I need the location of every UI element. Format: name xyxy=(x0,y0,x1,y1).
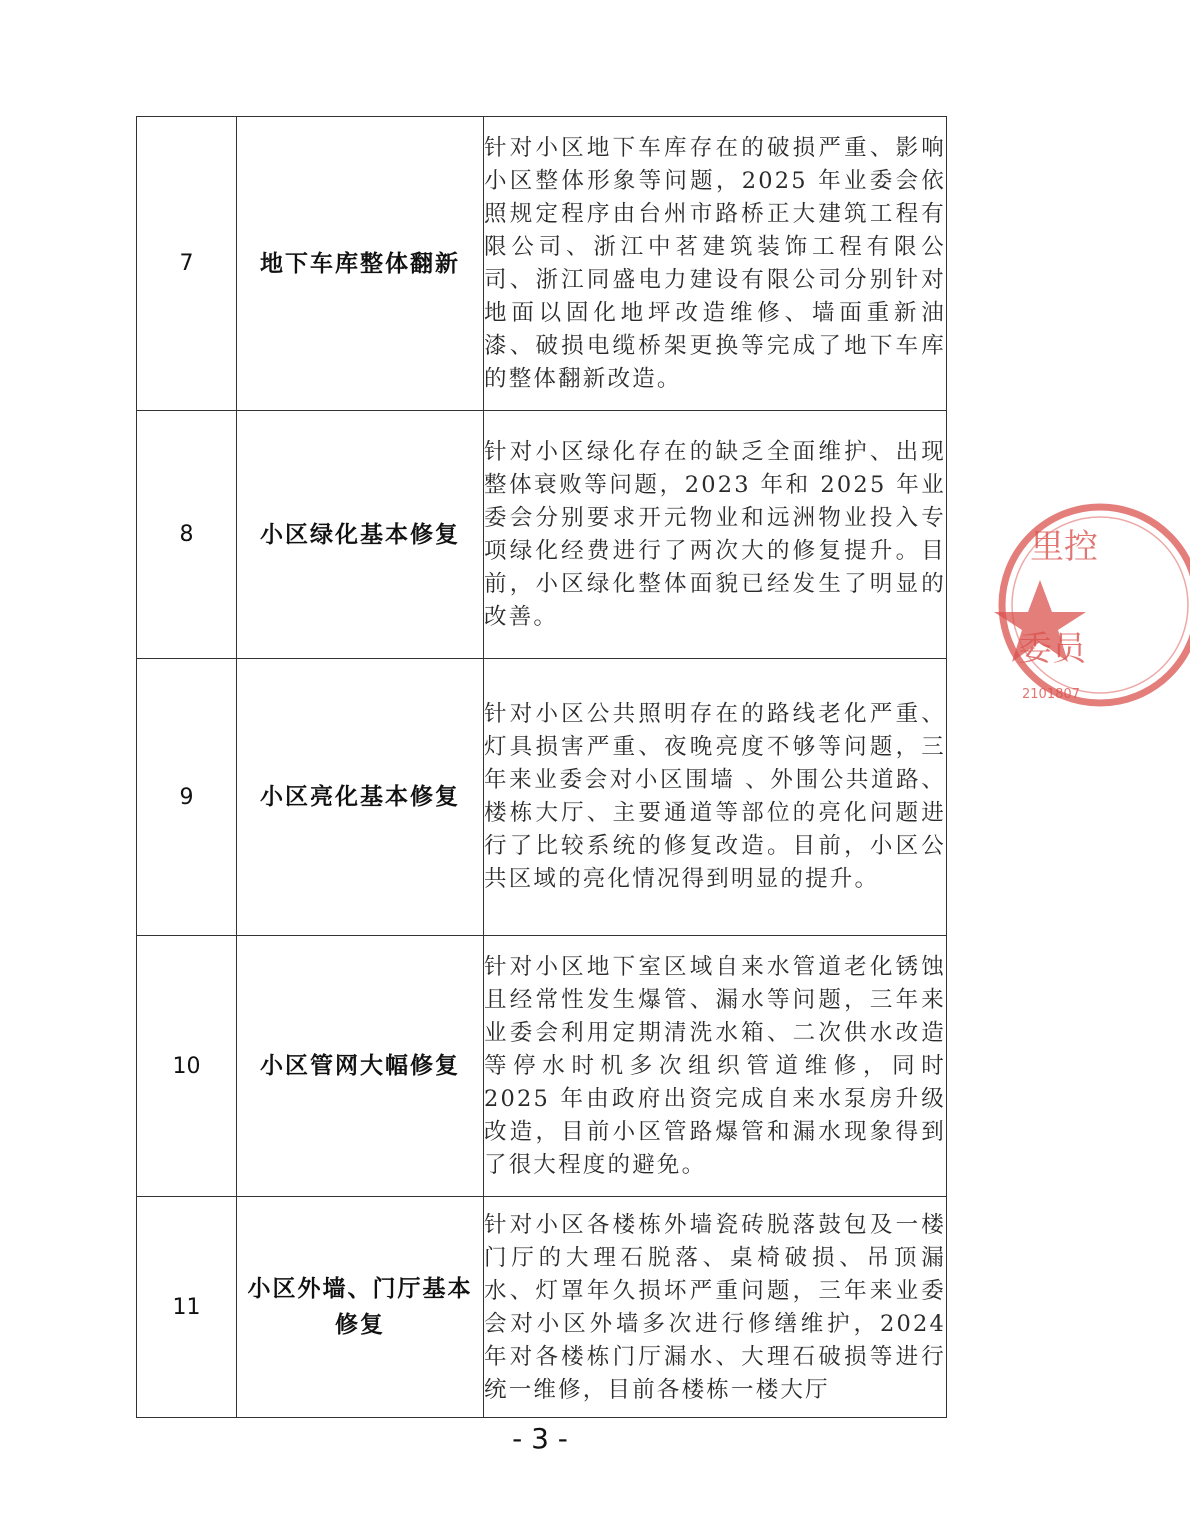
row-number: 10 xyxy=(137,936,237,1197)
work-items-table xyxy=(136,116,947,1418)
table-row xyxy=(137,411,947,659)
row-title: 小区外墙、门厅基本修复 xyxy=(237,1197,484,1418)
seal-text-top: 里控 xyxy=(1030,527,1098,567)
row-title: 小区亮化基本修复 xyxy=(237,659,484,936)
row-title: 地下车库整体翻新 xyxy=(237,117,484,411)
row-description: 针对小区绿化存在的缺乏全面维护、出现整体衰败等问题，2023 年和 2025 年业委会分别要求开元物业和远洲物业投入专项绿化经费进行了两次大的修复提升。目前，小区绿化整体面貌已经发生了明显的改善。 xyxy=(484,411,947,659)
row-number: 11 xyxy=(137,1197,237,1418)
row-title: 小区绿化基本修复 xyxy=(237,411,484,659)
row-description: 针对小区地下车库存在的破损严重、影响小区整体形象等问题，2025 年业委会依照规定程序由台州市路桥正大建筑工程有限公司、浙江中茗建筑装饰工程有限公司、浙江同盛电力建设有限公司分别针对地面以固化地坪改造维修、墙面重新油漆、破损电缆桥架更换等完成了地下车库的整体翻新改造。 xyxy=(484,117,947,411)
row-description: 针对小区地下室区域自来水管道老化锈蚀且经常性发生爆管、漏水等问题，三年来业委会利用定期清洗水箱、二次供水改造等停水时机多次组织管道维修，同时 2025 年由政府出资完成自来水泵房升级改造，目前小区管路爆管和漏水现象得到了很大程度的避免。 xyxy=(484,936,947,1197)
official-seal xyxy=(1000,500,1190,710)
row-number: 8 xyxy=(137,411,237,659)
row-number: 9 xyxy=(137,659,237,936)
row-description: 针对小区公共照明存在的路线老化严重、灯具损害严重、夜晚亮度不够等问题，三年来业委会对小区围墙 、外围公共道路、楼栋大厅、主要通道等部位的亮化问题进行了比较系统的修复改造。目前，小区公共区域的亮化情况得到明显的提升。 xyxy=(484,659,947,936)
seal-code: 2101807 xyxy=(1022,687,1080,702)
row-description: 针对小区各楼栋外墙瓷砖脱落鼓包及一楼门厅的大理石脱落、桌椅破损、吊顶漏水、灯罩年久损坏严重问题，三年来业委会对小区外墙多次进行修缮维护，2024 年对各楼栋门厅漏水、大理石破损等进行统一维修，目前各楼栋一楼大厅 xyxy=(484,1197,947,1418)
seal-text-bottom: 委员 xyxy=(1018,629,1086,669)
table-row xyxy=(137,1197,947,1418)
page-number: - 3 - xyxy=(512,1422,568,1455)
row-number: 7 xyxy=(137,117,237,411)
table-row xyxy=(137,936,947,1197)
table-row xyxy=(137,659,947,936)
row-title: 小区管网大幅修复 xyxy=(237,936,484,1197)
table-row xyxy=(137,117,947,411)
